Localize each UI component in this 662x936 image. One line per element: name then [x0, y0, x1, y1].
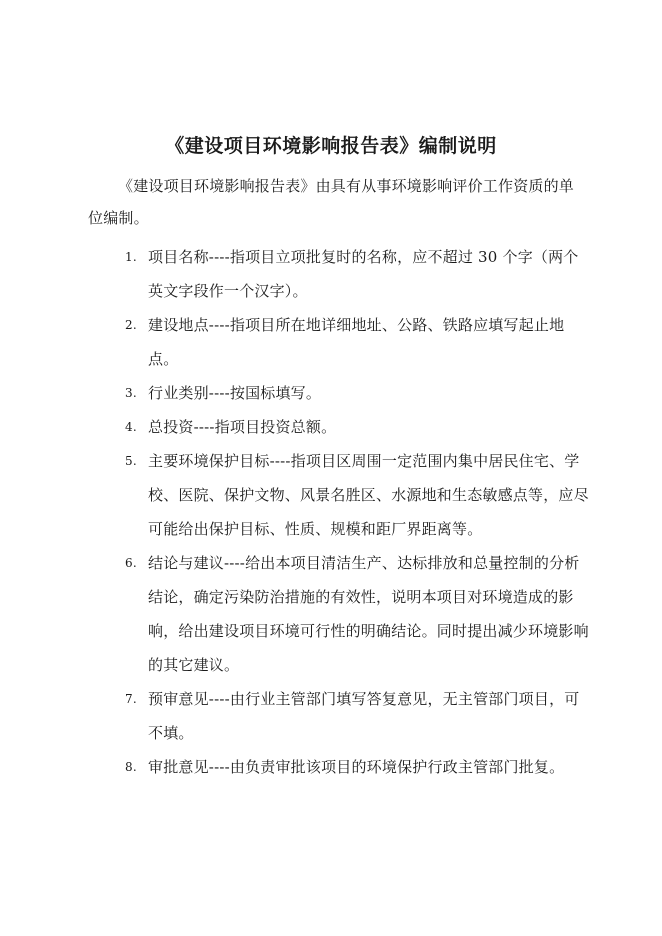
list-item-number: 5. [125, 454, 137, 468]
document-title: 《建设项目环境影响报告表》编制说明 [165, 135, 497, 157]
list-item-text: 项目名称----指项目立项批复时的名称，应不超过 30 个字（两个英文字段作一个汉字）。 [148, 248, 579, 300]
list-item [100, 444, 590, 546]
list-item [100, 750, 590, 784]
list-item-text: 行业类别----按国标填写。 [148, 384, 322, 402]
list-item [100, 410, 590, 444]
list-item-text: 主要环境保护目标----指项目区周围一定范围内集中居民住宅、学校、医院、保护文物、风景名胜区、水源地和生态敏感点等，应尽可能给出保护目标、性质、规模和距厂界距离等。 [148, 452, 589, 538]
list-item-number: 1. [125, 250, 137, 264]
list-item-number: 8. [125, 760, 137, 774]
list-item-text: 总投资----指项目投资总额。 [148, 418, 337, 436]
list-item-text: 审批意见----由负责审批该项目的环境保护行政主管部门批复。 [148, 758, 565, 776]
list-item-number: 4. [125, 420, 137, 434]
intro-paragraph: 《建设项目环境影响报告表》由具有从事环境影响评价工作资质的单位编制。 [88, 177, 575, 227]
list-item-number: 7. [125, 692, 137, 706]
list-item-number: 3. [125, 386, 137, 400]
instructions-list [100, 240, 590, 784]
list-item [100, 376, 590, 410]
list-item-number: 6. [125, 556, 137, 570]
list-item [100, 308, 590, 376]
list-item-text: 建设地点----指项目所在地详细地址、公路、铁路应填写起止地点。 [148, 316, 565, 368]
list-item [100, 546, 590, 682]
list-item-text: 结论与建议----给出本项目清洁生产、达标排放和总量控制的分析结论，确定污染防治措施的有效性，说明本项目对环境造成的影响，给出建设项目环境可行性的明确结论。同时提出减少环境影响的其它建议。 [148, 554, 589, 674]
list-item-text: 预审意见----由行业主管部门填写答复意见，无主管部门项目，可不填。 [148, 690, 580, 742]
list-item-number: 2. [125, 318, 137, 332]
list-item [100, 240, 590, 308]
list-item [100, 682, 590, 750]
